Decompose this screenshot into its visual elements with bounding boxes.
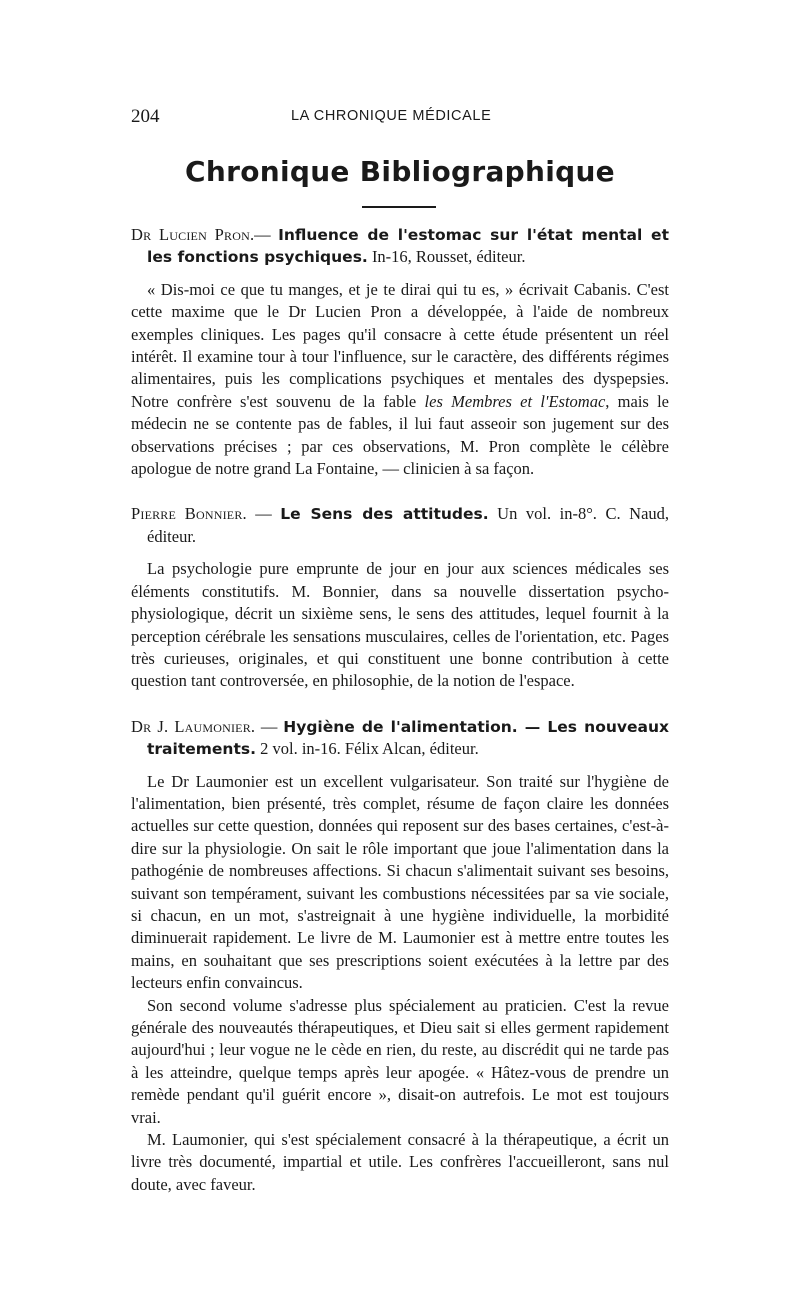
book-details: Un vol. in-8°. C. Naud, éditeur. bbox=[147, 504, 670, 546]
book-details: In-16, Rousset, éditeur. bbox=[367, 247, 526, 267]
review-paragraph: La psychologie pure emprunte de jour en jour aux sciences médicales ses éléments constitutifs. M. Bonnier, dans sa nouvelle dissertation psycho-physiologique, décrit un sixième sens, le sens des attitudes, lequel fournit à la perception cérébrale les sensations musculaires, celles de l'orientation, etc. Pages très curieuses, originales, et qui constituent une bonne contribution à cette question tant controversée, en philosophie, de la notion de l'espace. bbox=[131, 559, 669, 691]
journal-title: LA CHRONIQUE MÉDICALE bbox=[291, 108, 492, 124]
review-entry-pron bbox=[131, 224, 669, 480]
review-paragraph: Son second volume s'adresse plus spécialement au praticien. C'est la revue générale des nouveautés thérapeutiques, et Dieu sait si elles germent rapidement aujourd'hui ; leur vogue ne le cède en rien, du reste, au discrédit qui ne tarde pas à les atteindre, quelque temps après leur apogée. « Hâtez-vous de prendre un remède pendant qu'il guérit encore », disait-on autrefois. Le mot est toujours vrai. bbox=[131, 995, 669, 1127]
book-title: Hygiène de l'alimentation. — Les nouveaux traitements. bbox=[147, 717, 669, 759]
entry-heading bbox=[131, 503, 669, 548]
author-prefix: Dr bbox=[131, 225, 160, 244]
author-name: J. Laumonier bbox=[157, 716, 251, 736]
entry-heading bbox=[131, 716, 669, 761]
review-paragraph: M. Laumonier, qui s'est spécialement consacré à la thérapeutique, a écrit un livre très documenté, impartial et utile. Les confrères l'accueilleront, sans nul doute, avec faveur. bbox=[131, 1130, 669, 1194]
book-title: Influence de l'estomac sur l'état mental et les fonctions psychiques. bbox=[147, 226, 669, 267]
entry-heading bbox=[131, 224, 669, 269]
book-details: 2 vol. in-16. Félix Alcan, éditeur. bbox=[255, 739, 479, 759]
title-rule bbox=[362, 206, 436, 208]
heading-separator: . — bbox=[242, 504, 281, 524]
heading-separator: .— bbox=[249, 225, 279, 244]
running-head bbox=[131, 106, 669, 130]
body-column bbox=[131, 224, 669, 1196]
fable-title: les Membres et l'Estomac bbox=[424, 391, 606, 411]
heading-separator: . — bbox=[250, 716, 284, 736]
review-text: « Dis-moi ce que tu manges, et je te dirai qui tu es, » écrivait Cabanis. C'est cette maxime que le Dr Lucien Pron a développée, à l'aide de nombreux exemples cliniques. Les pages qu'il consacre à cette étude présentent un réel intérêt. Il examine tour à tour l'influence, sur le caractère, des différents régimes alimentaires, puis les complications psychiques et mentales des dyspepsies. Notre confrère s'est souvenu de la fable bbox=[131, 279, 669, 411]
review-entry-bonnier bbox=[131, 503, 669, 692]
author-prefix: Dr bbox=[131, 716, 158, 736]
book-title: Le Sens des attitudes. bbox=[280, 505, 489, 524]
review-text: , mais le médecin ne se contente pas de fables, il lui faut asseoir son jugement sur des observations précises ; par ces observations, M. Pron complète le célèbre apologue de notre grand La Fontaine, — clinicien à sa façon. bbox=[131, 391, 669, 479]
section-title: Chronique Bibliographique bbox=[185, 155, 615, 188]
review-paragraph bbox=[131, 279, 669, 481]
page-number: 204 bbox=[131, 106, 160, 127]
review-entry-laumonier bbox=[131, 716, 669, 1197]
review-paragraph: Le Dr Laumonier est un excellent vulgarisateur. Son traité sur l'hygiène de l'alimentation, bien présenté, très complet, résume de façon claire les données actuelles sur cette question, données qui reposent sur des bases certaines, c'est-à-dire sur la physiologie. On sait le rôle important que joue l'alimentation dans la pathogénie de nombreuses affections. Si chacun s'alimentait suivant ses besoins, suivant son tempérament, suivant les combustions nécessitées par sa vie sociale, si chacun, en un mot, s'astreignait à une hygiène individuelle, la morbidité diminuerait rapidement. Le livre de M. Laumonier est à mettre entre toutes les mains, en souhaitant que ses prescriptions soient exécutées à la lettre par des lecteurs enfin convaincus. bbox=[131, 771, 669, 993]
author-name: Lucien Pron bbox=[159, 225, 250, 244]
author-name: Pierre Bonnier bbox=[131, 504, 243, 524]
